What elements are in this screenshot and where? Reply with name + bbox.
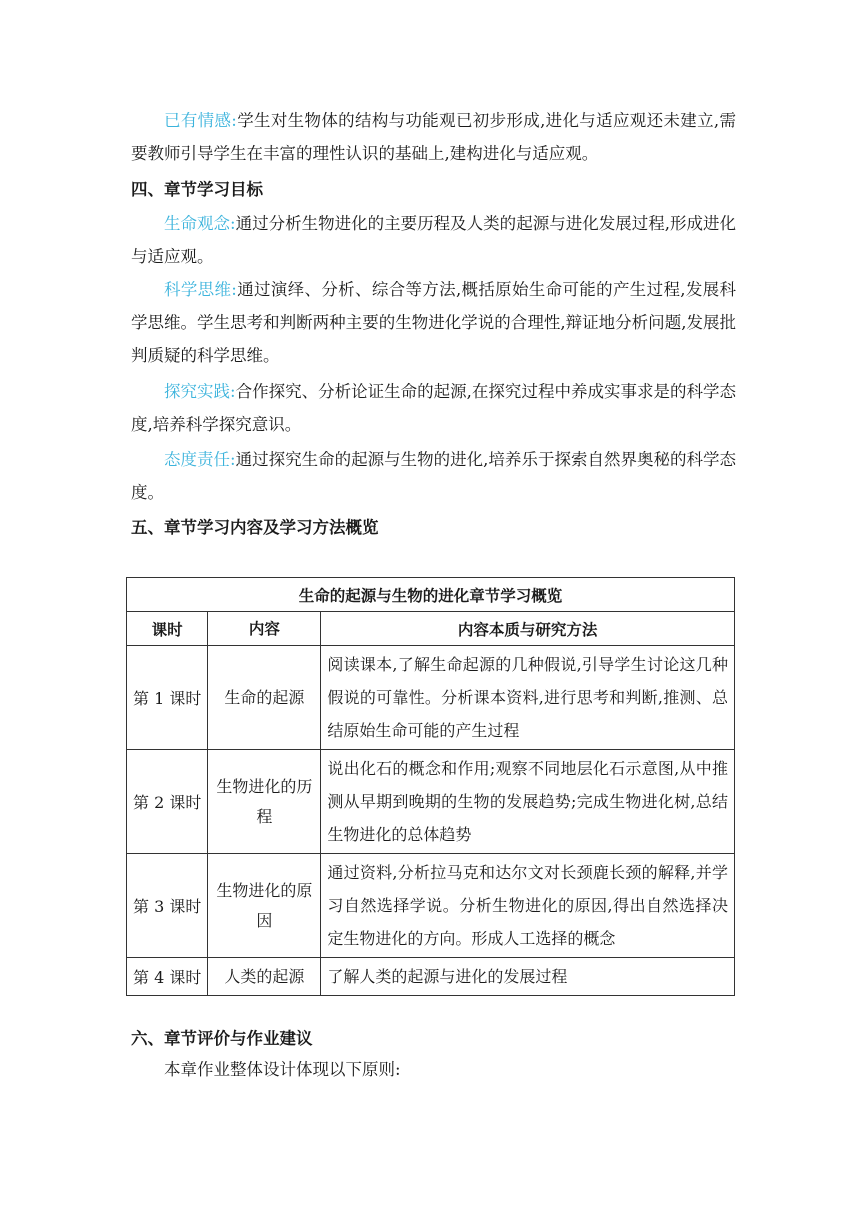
goal-label: 态度责任: (164, 450, 236, 469)
goal-text: 通过探究生命的起源与生物的进化,培养乐于探索自然界奥秘的科学态度。 (131, 450, 737, 502)
row-content: 生物进化的原因 (208, 854, 321, 958)
row-period: 第 2 课时 (127, 750, 208, 854)
goal-text: 合作探究、分析论证生命的起源,在探究过程中养成实事求是的科学态度,培养科学探究意识。 (131, 382, 737, 434)
existing-emotion-label: 已有情感: (164, 111, 237, 130)
table-caption: 生命的起源与生物的进化章节学习概览 (127, 578, 735, 612)
section-4-heading: 四、章节学习目标 (131, 180, 263, 199)
table-row (127, 854, 735, 958)
section-5-heading: 五、章节学习内容及学习方法概览 (131, 518, 379, 537)
goal-text: 通过演绎、分析、综合等方法,概括原始生命可能的产生过程,发展科学思维。学生思考和判断两种主要的生物进化学说的合理性,辩证地分析问题,发展批判质疑的科学思维。 (131, 280, 736, 365)
row-period: 第 4 课时 (127, 958, 208, 996)
goal-text: 通过分析生物进化的主要历程及人类的起源与进化发展过程,形成进化与适应观。 (131, 214, 737, 266)
goal-inquiry-practice (131, 375, 736, 441)
row-method: 通过资料,分析拉马克和达尔文对长颈鹿长颈的解释,并学习自然选择学说。分析生物进化的原因,得出自然选择决定生物进化的方向。形成人工选择的概念 (321, 854, 735, 958)
table-caption-row (127, 578, 735, 612)
section-6-paragraph: 本章作业整体设计体现以下原则: (164, 1060, 401, 1079)
table-row (127, 958, 735, 996)
table-header-row (127, 612, 735, 646)
row-content: 生物进化的历程 (208, 750, 321, 854)
goal-scientific-thinking (131, 273, 736, 372)
row-period: 第 1 课时 (127, 646, 208, 750)
table-row (127, 646, 735, 750)
goal-attitude-responsibility (131, 443, 736, 509)
chapter-overview-table (126, 577, 735, 996)
existing-emotion-paragraph (131, 104, 736, 170)
header-content: 内容 (208, 612, 321, 646)
row-method: 说出化石的概念和作用;观察不同地层化石示意图,从中推测从早期到晚期的生物的发展趋势;完成生物进化树,总结生物进化的总体趋势 (321, 750, 735, 854)
goal-label: 探究实践: (164, 382, 236, 401)
goal-label: 生命观念: (164, 214, 236, 233)
header-method: 内容本质与研究方法 (321, 612, 735, 646)
row-content: 人类的起源 (208, 958, 321, 996)
header-period: 课时 (127, 612, 208, 646)
existing-emotion-text: 学生对生物体的结构与功能观已初步形成,进化与适应观还未建立,需要教师引导学生在丰富的理性认识的基础上,建构进化与适应观。 (131, 111, 736, 163)
row-period: 第 3 课时 (127, 854, 208, 958)
row-method: 了解人类的起源与进化的发展过程 (321, 958, 735, 996)
section-6-heading: 六、章节评价与作业建议 (131, 1029, 313, 1048)
goal-label: 科学思维: (164, 280, 237, 299)
goal-life-concept (131, 207, 736, 273)
table-row (127, 750, 735, 854)
row-content: 生命的起源 (208, 646, 321, 750)
row-method: 阅读课本,了解生命起源的几种假说,引导学生讨论这几种假说的可靠性。分析课本资料,进行思考和判断,推测、总结原始生命可能的产生过程 (321, 646, 735, 750)
